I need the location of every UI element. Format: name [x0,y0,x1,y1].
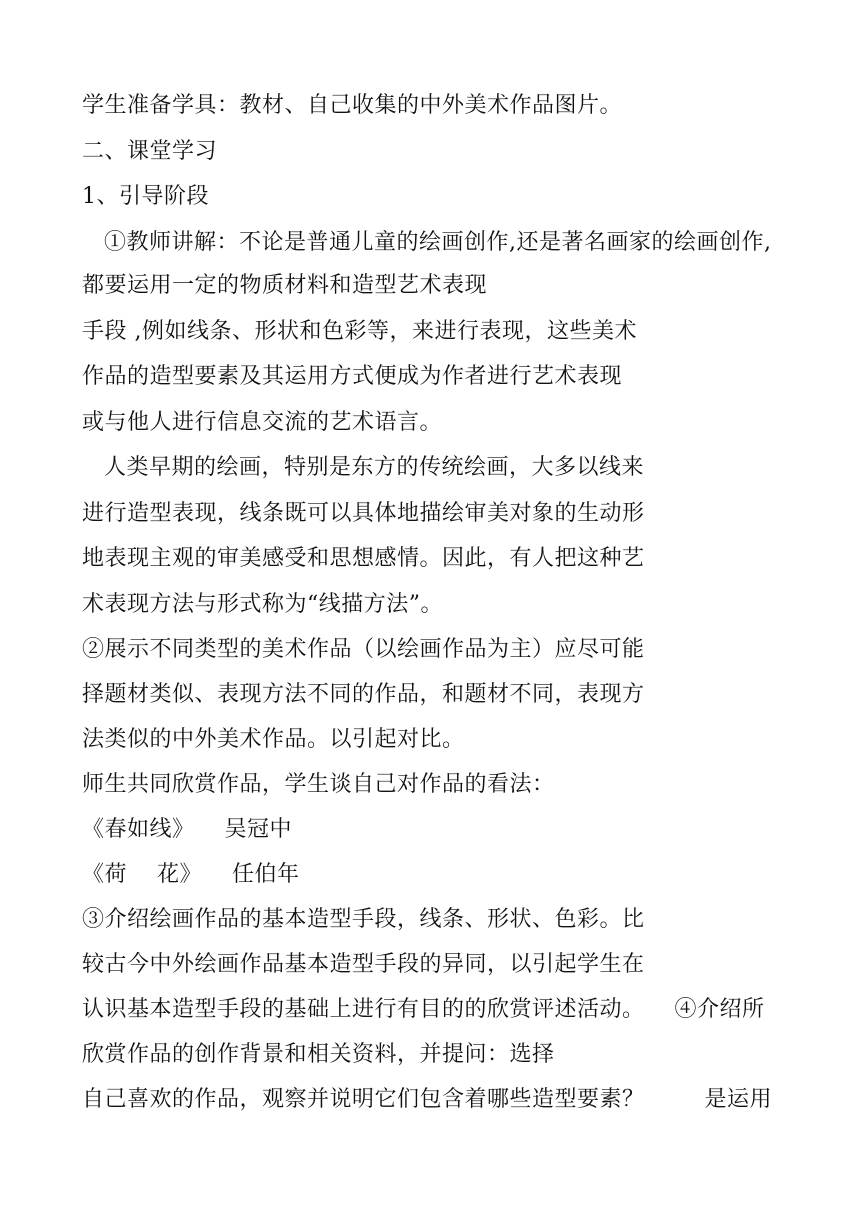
text-line: 人类早期的绘画，特别是东方的传统绘画，大多以线来 [104,455,645,480]
text-line: 作品的造型要素及其运用方式便成为作者进行艺术表现 [82,364,623,389]
text-line: 地表现主观的审美感受和思想感情。因此，有人把这种艺 [82,546,645,571]
text-line: 术表现方法与形式称为“线描方法”。 [82,592,443,617]
text-line: 法类似的中外美术作品。以引起对比。 [82,727,465,752]
text-line: 或与他人进行信息交流的艺术语言。 [82,410,443,435]
text-line: 欣赏作品的创作背景和相关资料，并提问：选择 [82,1042,555,1067]
text-line: 择题材类似、表现方法不同的作品，和题材不同，表现方 [82,682,645,707]
text-line: ③介绍绘画作品的基本造型手段，线条、形状、色彩。比 [82,907,645,932]
text-line: ②展示不同类型的美术作品（以绘画作品为主）应尽可能 [82,637,645,662]
text-line: 师生共同欣赏作品，学生谈自己对作品的看法： [82,772,555,797]
text-line: ①教师讲解：不论是普通儿童的绘画创作,还是著名画家的绘画创作, [104,230,772,255]
subsection-heading: 1、引导阶段 [82,184,209,209]
text-line: 认识基本造型手段的基础上进行有目的的欣赏评述活动。 ④介绍所 [82,997,765,1022]
text-line: 进行造型表现，线条既可以具体地描绘审美对象的生动形 [82,501,645,526]
text-line: 学生准备学具：教材、自己收集的中外美术作品图片。 [82,93,623,118]
artwork-entry: 《荷 花》 任伯年 [82,862,300,887]
text-line: 都要运用一定的物质材料和造型艺术表现 [82,273,488,298]
section-heading: 二、课堂学习 [82,139,218,164]
text-line: 较古今中外绘画作品基本造型手段的异同，以引起学生在 [82,952,645,977]
text-line: 自己喜欢的作品，观察并说明它们包含着哪些造型要素？ 是运用 [82,1087,772,1112]
text-line: 手段 ,例如线条、形状和色彩等，来进行表现，这些美术 [82,319,637,344]
artwork-entry: 《春如线》 吴冠中 [82,817,292,842]
